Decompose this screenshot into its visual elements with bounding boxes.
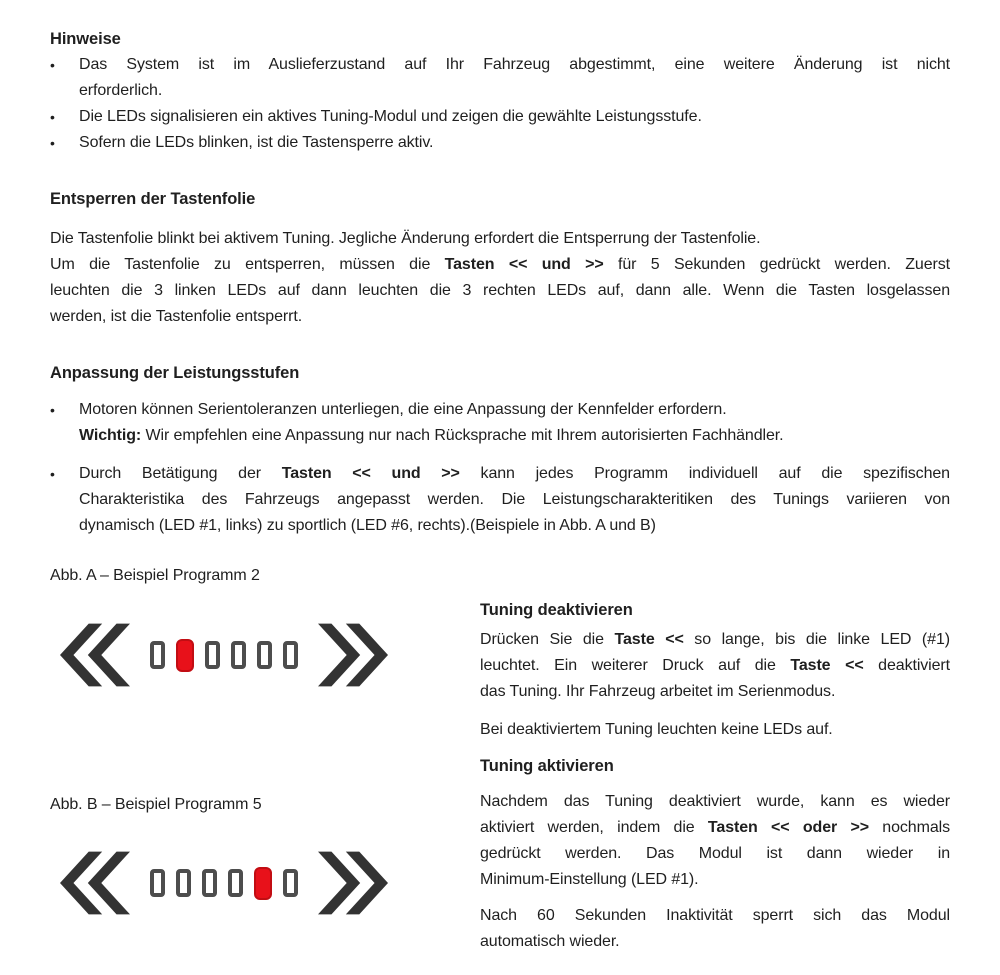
text-line: automatisch wieder.: [480, 933, 620, 950]
text-line: Die Tastenfolie blinkt bei aktivem Tuning. Jegliche Änderung erfordert die Entsperrung der Tastenfolie.: [50, 230, 761, 247]
led-2-active: [176, 639, 194, 672]
bullet-text: [79, 104, 950, 130]
figure-b-label: Abb. B – Beispiel Programm 5: [50, 796, 262, 813]
bullet-text: [79, 397, 950, 449]
led-4-off: [228, 869, 243, 897]
led-1-off: [150, 641, 165, 669]
bullet-marker: •: [50, 402, 55, 418]
text-line: leuchten die 3 linken LEDs auf dann leuchten die 3 rechten LEDs auf, dann alle. Wenn die Tasten losgelassen: [50, 282, 950, 299]
deaktivieren-paragraph: [480, 717, 950, 743]
list-item: [50, 130, 950, 156]
text-line: Bei deaktiviertem Tuning leuchten keine LEDs auf.: [480, 721, 833, 738]
led-3-off: [205, 641, 220, 669]
figures-column: [50, 563, 480, 955]
led-6-off: [283, 869, 298, 897]
entsperren-paragraph: [50, 226, 950, 252]
bullet-text: [79, 130, 950, 156]
double-chevron-right-icon: [318, 850, 388, 916]
text-line: werden, ist die Tastenfolie entsperrt.: [50, 308, 303, 325]
text-line: Minimum-Einstellung (LED #1).: [480, 871, 699, 888]
led-5-active: [254, 867, 272, 900]
heading-tuning-deaktivieren: Tuning deaktivieren: [480, 601, 633, 619]
text-line: Motoren können Serientoleranzen unterliegen, die eine Anpassung der Kennfelder erfordern.: [79, 401, 727, 418]
list-item: [50, 104, 950, 130]
bullet-text: [79, 461, 950, 539]
bullet-marker: •: [50, 135, 55, 151]
led-strip: [150, 867, 298, 900]
text-line: das Tuning. Ihr Fahrzeug arbeitet im Serienmodus.: [480, 683, 836, 700]
figures-and-instructions: [50, 563, 950, 955]
list-item: [50, 52, 950, 104]
bullet-marker: •: [50, 109, 55, 125]
text-line: Wichtig: Wir empfehlen eine Anpassung nur nach Rücksprache mit Ihrem autorisierten Fachhändler.: [79, 427, 784, 444]
list-item: [50, 397, 950, 449]
list-item: [50, 461, 950, 539]
anpassung-list: [50, 397, 950, 539]
text-line: Das System ist im Auslieferzustand auf Ihr Fahrzeug abgestimmt, eine weitere Änderung ist nicht: [79, 56, 950, 73]
led-4-off: [231, 641, 246, 669]
figure-a-label: Abb. A – Beispiel Programm 2: [50, 567, 260, 584]
deaktivieren-paragraph: [480, 627, 950, 705]
heading-anpassung: Anpassung der Leistungsstufen: [50, 364, 300, 382]
heading-tuning-aktivieren: Tuning aktivieren: [480, 757, 614, 775]
text-line: gedrückt werden. Das Modul ist dann wieder in: [480, 845, 950, 862]
text-line: Durch Betätigung der Tasten << und >> kann jedes Programm individuell auf die spezifischen: [79, 465, 950, 482]
led-1-off: [150, 869, 165, 897]
heading-hinweise: Hinweise: [50, 30, 121, 48]
figure-b-graphic: [60, 850, 480, 916]
aktivieren-paragraph: [480, 789, 950, 893]
entsperren-paragraph: [50, 252, 950, 330]
double-chevron-left-icon: [60, 850, 130, 916]
led-3-off: [202, 869, 217, 897]
text-line: Nach 60 Sekunden Inaktivität sperrt sich das Modul: [480, 907, 950, 924]
bullet-text-part: [79, 423, 950, 449]
heading-entsperren: Entsperren der Tastenfolie: [50, 190, 256, 208]
aktivieren-paragraph: [480, 903, 950, 955]
bullet-marker: •: [50, 466, 55, 482]
led-5-off: [257, 641, 272, 669]
text-line: Nachdem das Tuning deaktiviert wurde, kann es wieder: [480, 793, 950, 810]
text-line: Drücken Sie die Taste << so lange, bis die linke LED (#1): [480, 631, 950, 648]
text-line: leuchtet. Ein weiterer Druck auf die Taste << deaktiviert: [480, 657, 950, 674]
led-2-off: [176, 869, 191, 897]
hinweise-list: [50, 52, 950, 156]
bullet-marker: •: [50, 57, 55, 73]
text-line: Um die Tastenfolie zu entsperren, müssen die Tasten << und >> für 5 Sekunden gedrückt werden. Zuerst: [50, 256, 950, 273]
text-line: Charakteristika des Fahrzeugs angepasst werden. Die Leistungscharakteritiken des Tunings variieren von: [79, 491, 950, 508]
text-line: Sofern die LEDs blinken, ist die Tastensperre aktiv.: [79, 134, 434, 151]
bullet-text: [79, 52, 950, 104]
double-chevron-left-icon: [60, 622, 130, 688]
led-strip: [150, 639, 298, 672]
figure-a-graphic: [60, 622, 480, 688]
text-line: erforderlich.: [79, 82, 163, 99]
bullet-text-part: [79, 397, 950, 423]
instructions-column: [480, 563, 950, 955]
text-line: dynamisch (LED #1, links) zu sportlich (LED #6, rechts).(Beispiele in Abb. A und B): [79, 517, 656, 534]
text-line: Die LEDs signalisieren ein aktives Tuning-Modul und zeigen die gewählte Leistungsstufe.: [79, 108, 702, 125]
led-6-off: [283, 641, 298, 669]
double-chevron-right-icon: [318, 622, 388, 688]
text-line: aktiviert werden, indem die Tasten << oder >> nochmals: [480, 819, 950, 836]
